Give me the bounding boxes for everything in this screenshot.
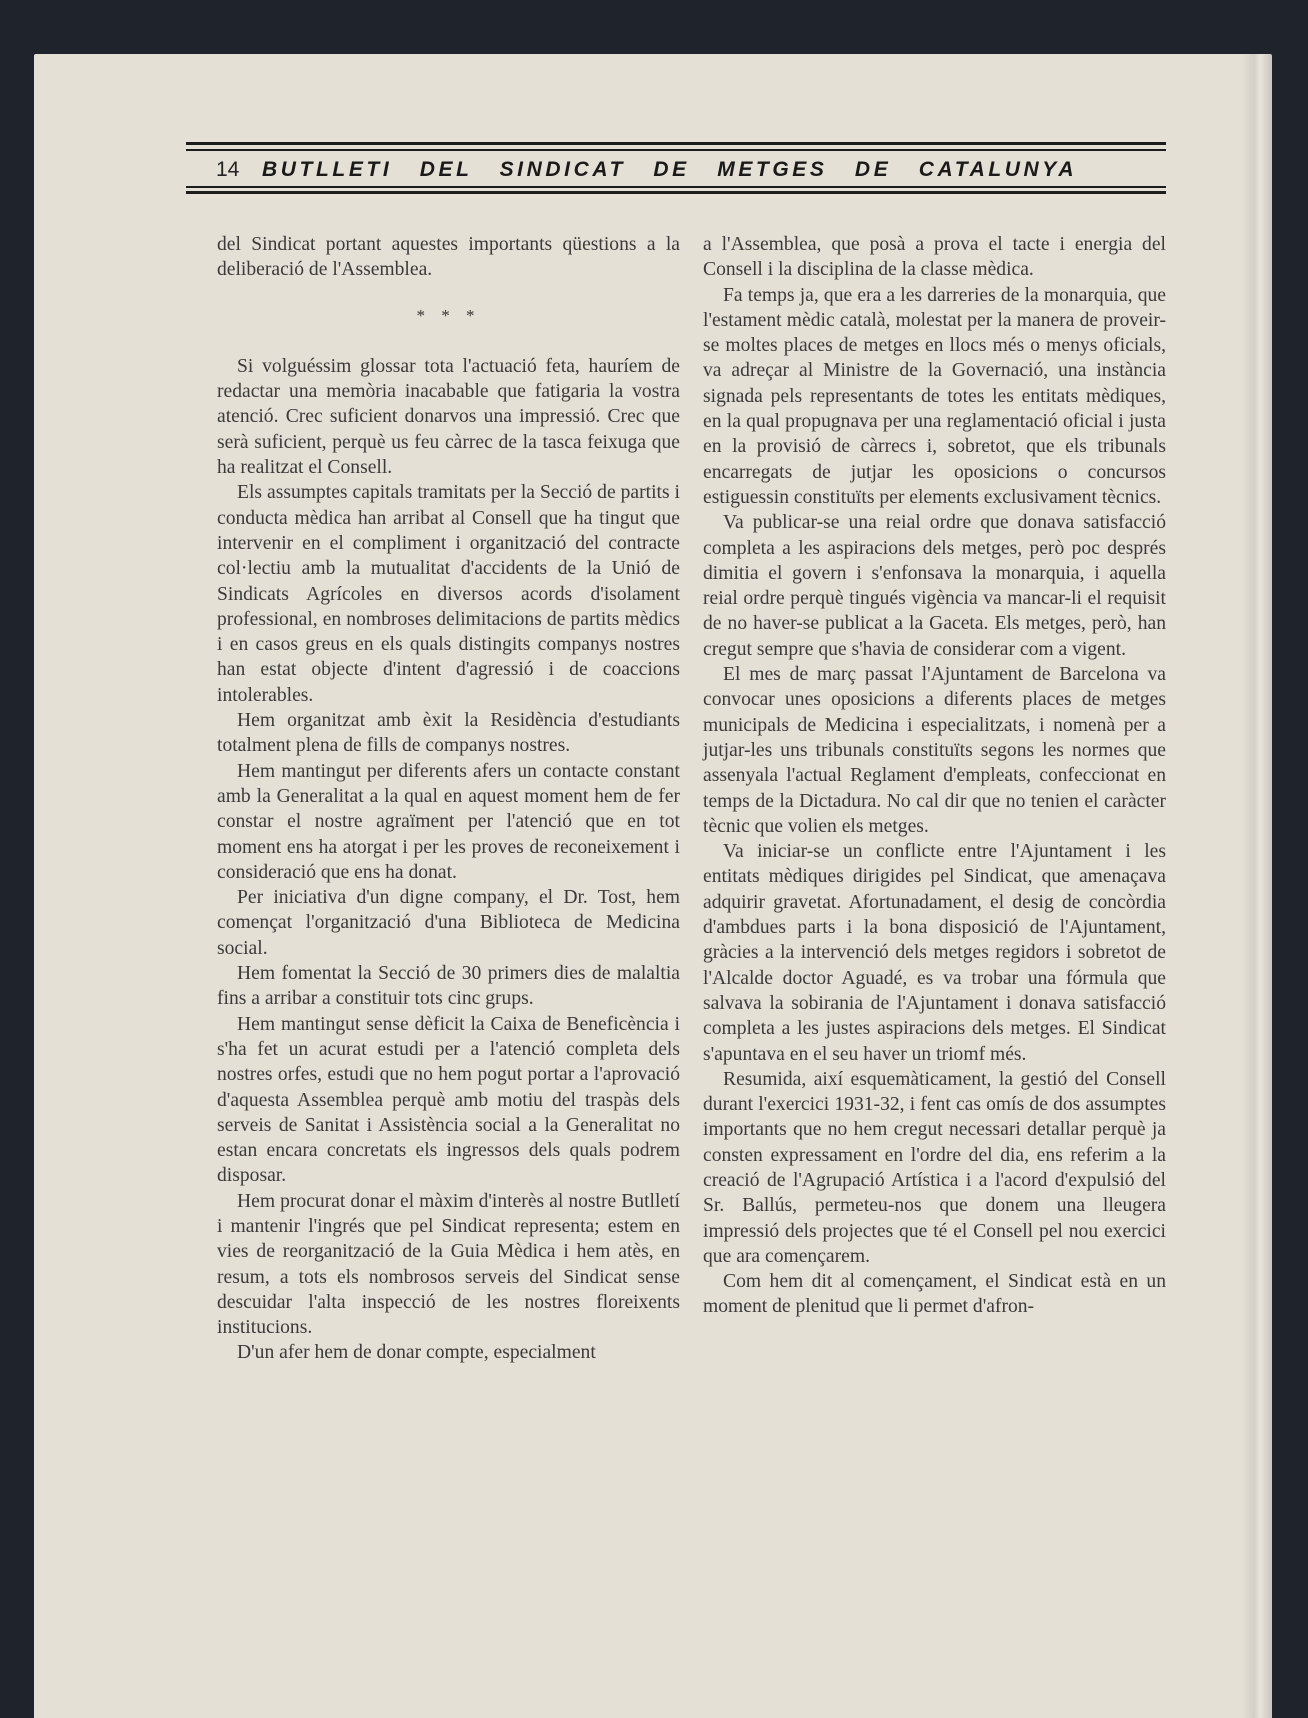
section-asterism: * * * — [416, 305, 481, 325]
paragraph: Hem organitzat amb èxit la Residència d'estudiants totalment plena de fills de companys nostres. — [217, 710, 680, 757]
header-rule-top-thin — [186, 149, 1166, 151]
paragraph: Si volguéssim glossar tota l'actuació feta, hauríem de redactar una memòria inacabable que fatigaria la vostra atenció. Crec suficient donarvos una impressió. Crec que serà suficient, perquè us feu càrrec de la tasca feixuga que ha realitzat el Consell. — [217, 355, 680, 479]
paragraph: Hem mantingut per diferents afers un contacte constant amb la Generalitat a la qual en aquest moment hem de fer constar el nostre agraïment per l'atenció que en tot moment ens ha atorgat i per les proves de reconeixement i consideració que ens ha donat. — [217, 760, 680, 883]
paragraph: Va iniciar-se un conflicte entre l'Ajuntament i les entitats mèdiques dirigides pel Sindicat, que amenaçava adquirir gravetat. Afortunadament, el desig de concòrdia d'ambdues parts i la bona disposició de l'Ajuntament, gràcies a la intervenció dels metges regidors i sobretot de l'Alcalde doctor Aguadé, es va trobar una fórmula que salvava la sobirania de l'Ajuntament i donava satisfacció completa a les justes aspiracions dels metges. El Sindicat s'apuntava en el seu haver un triomf més. — [703, 841, 1166, 1065]
paragraph: del Sindicat portant aquestes importants qüestions a la deliberació de l'Assemblea. — [217, 234, 680, 281]
paragraph: Fa temps ja, que era a les darreries de la monarquia, que l'estament mèdic català, molestat per la manera de proveir-se moltes places de metges en llocs més o menys oficials, va adreçar al Ministre de la Governació, una instància signada pels representants de totes les entitats mèdiques, en la qual propugnava per una reglamentació oficial i justa en la provisió de càrrecs i, sobretot, que els tribunals encarregats de jutjar les oposicions o concursos estiguessin constituïts per elements exclusivament tècnics. — [703, 284, 1166, 508]
page-number: 14 — [216, 158, 240, 181]
header-rule-bottom — [186, 191, 1166, 194]
page-edge-shadow — [1242, 54, 1272, 1718]
paragraph: Hem procurat donar el màxim d'interès al nostre Butlletí i mantenir l'ingrés que pel Sindicat representa; estem en vies de reorganització de la Guia Mèdica i hem atès, en resum, a tots els nombrosos serveis del Sindicat sense descuidar l'alta inspecció de les nostres floreixents institucions. — [217, 1190, 680, 1339]
paragraph: Per iniciativa d'un digne company, el Dr. Tost, hem començat l'organització d'una Biblioteca de Medicina social. — [217, 887, 680, 959]
paragraph: D'un afer hem de donar compte, especialment — [237, 1342, 596, 1364]
right-column — [703, 232, 1166, 1320]
paragraph: Com hem dit al començament, el Sindicat està en un moment de plenitud que li permet d'afron- — [703, 1271, 1166, 1318]
running-header — [186, 142, 1166, 194]
running-title: BUTLLETI DEL SINDICAT DE METGES DE CATALUNYA — [262, 158, 1078, 181]
left-column — [217, 232, 680, 1366]
paragraph: a l'Assemblea, que posà a prova el tacte i energia del Consell i la disciplina de la classe mèdica. — [703, 234, 1166, 281]
paragraph: Va publicar-se una reial ordre que donava satisfacció completa a les aspiracions dels metges, però poc després dimitia el govern i s'enfonsava la monarquia, i aquella reial ordre perquè tingués vigència va mancar-li el requisit de no haver-se publicat a la Gaceta. Els metges, però, han cregut sempre que s'havia de considerar com a vigent. — [703, 512, 1166, 660]
paragraph: Resumida, així esquemàticament, la gestió del Consell durant l'exercici 1931-32, i fent cas omís de dos assumptes importants que no hem cregut necessari detallar perquè ja consten expressament en l'ordre del dia, ens referim a la creació de l'Agrupació Artística i a l'acord d'expulsió del Sr. Ballús, permeteu-nos que donem una lleugera impressió dels projectes que té el Consell pel nou exercici que ara començarem. — [703, 1068, 1166, 1267]
paragraph: El mes de març passat l'Ajuntament de Barcelona va convocar unes oposicions a diferents places de metges municipals de Medicina i especialitzats, i nomenà per a jutjar-les uns tribunals constituïts segons les normes que assenyala l'actual Reglament d'empleats, confeccionat en temps de la Dictadura. No cal dir que no tenien el caràcter tècnic que volien els metges. — [703, 664, 1166, 837]
header-rule-bottom-thin — [186, 186, 1166, 188]
header-rule-top — [186, 142, 1166, 145]
paragraph: Hem mantingut sense dèficit la Caixa de Beneficència i s'ha fet un acurat estudi per a l'atenció completa dels nostres orfes, estudi que no hem pogut portar a l'aprovació d'aquesta Assemblea perquè amb motiu del traspàs dels serveis de Sanitat i Assistència social a la Generalitat no estan encara concretats els ingressos dels quals podrem disposar. — [217, 1013, 680, 1187]
paragraph: Hem fomentat la Secció de 30 primers dies de malaltia fins a arribar a constituir tots cinc grups. — [217, 963, 680, 1010]
paragraph: Els assumptes capitals tramitats per la Secció de partits i conducta mèdica han arribat al Consell que ha tingut que intervenir en el compliment i organització del contracte col·lectiu amb la mutualitat d'accidents de la Unió de Sindicats Agrícoles en diversos acords d'isolament professional, en nombroses delimitacions de partits mèdics i en casos greus en els quals distingits companys nostres han estat objecte d'intent d'agressió i de coaccions intolerables. — [217, 482, 680, 706]
